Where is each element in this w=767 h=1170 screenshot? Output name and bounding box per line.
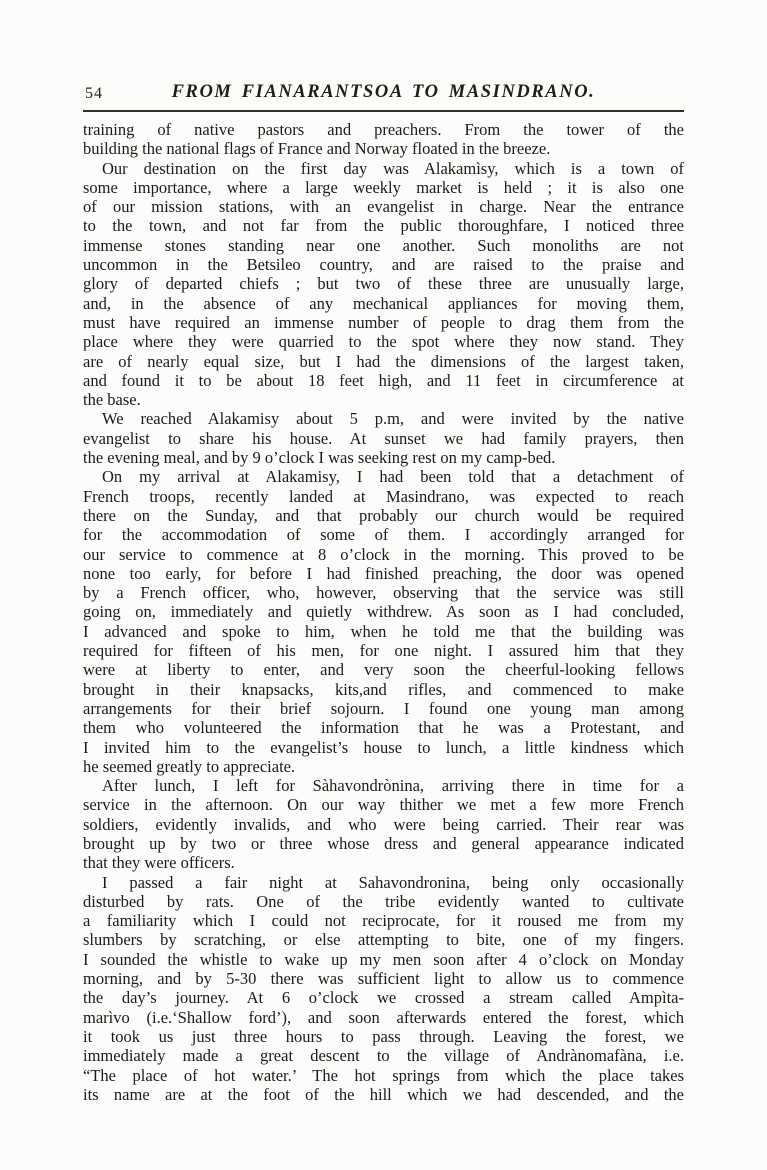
text-line: We reached Alakamisy about 5 p.m, and were invited by the native: [102, 409, 684, 429]
text-line: service in the afternoon. On our way thither we met a few more French: [83, 795, 684, 815]
text-line: brought in their knapsacks, kits,and rifles, and commenced to make: [83, 679, 684, 699]
header-rule: [83, 110, 684, 112]
text-line: I invited him to the evangelist’s house to lunch, a little kindness which: [83, 737, 684, 757]
text-line: to the town, and not far from the public thoroughfare, I noticed three: [83, 216, 684, 236]
text-line: the base.: [83, 390, 141, 410]
page-number: 54: [85, 85, 103, 102]
text-line: morning, and by 5-30 there was sufficient light to allow us to commence: [83, 969, 684, 989]
text-line: for the accommodation of some of them. I accordingly arranged for: [83, 525, 684, 545]
running-title: FROM FIANARANTSOA TO MASINDRANO.: [171, 82, 596, 102]
text-line: the evening meal, and by 9 o’clock I was seeking rest on my camp-bed.: [83, 448, 556, 468]
text-line: On my arrival at Alakamisy, I had been told that a detachment of: [102, 467, 684, 487]
text-line: “The place of hot water.’ The hot springs from which the place takes: [83, 1065, 684, 1085]
text-line: and found it to be about 18 feet high, and 11 feet in circumference at: [83, 370, 684, 390]
text-line: place where they were quarried to the spot where they now stand. They: [83, 332, 684, 352]
text-line: its name are at the foot of the hill which we had descended, and the: [83, 1084, 684, 1104]
text-line: none too early, for before I had finished preaching, the door was opened: [83, 563, 684, 583]
text-line: immediately made a great descent to the village of Andrànomafàna, i.e.: [83, 1046, 684, 1066]
text-line: immense stones standing near one another. Such monoliths are not: [83, 235, 684, 255]
text-line: uncommon in the Betsileo country, and are raised to the praise and: [83, 255, 684, 275]
text-line: it took us just three hours to pass through. Leaving the forest, we: [83, 1026, 684, 1046]
text-line: that they were officers.: [83, 853, 235, 873]
text-line: and, in the absence of any mechanical appliances for moving them,: [83, 293, 684, 313]
text-line: French troops, recently landed at Masindrano, was expected to reach: [83, 486, 684, 506]
text-line: the day’s journey. At 6 o’clock we crossed a stream called Ampìta-: [83, 988, 684, 1008]
running-header: [83, 82, 684, 106]
text-line: I sounded the whistle to wake up my men soon after 4 o’clock on Monday: [83, 949, 684, 969]
text-line: marìvo (i.e.‘Shallow ford’), and soon afterwards entered the forest, which: [83, 1007, 684, 1027]
text-line: I advanced and spoke to him, when he told me that the building was: [83, 621, 684, 641]
text-line: arrangements for their brief sojourn. I found one young man among: [83, 698, 684, 718]
text-line: I passed a fair night at Sahavondronina, being only occasionally: [102, 872, 684, 892]
text-line: brought up by two or three whose dress and general appearance indicated: [83, 833, 684, 853]
text-line: training of native pastors and preachers. From the tower of the: [83, 120, 684, 139]
text-line: soldiers, evidently invalids, and who were being carried. Their rear was: [83, 814, 684, 834]
text-line: of our mission stations, with an evangelist in charge. Near the entrance: [83, 197, 684, 217]
text-line: by a French officer, who, however, observing that the service was still: [83, 583, 684, 603]
text-line: them who volunteered the information that he was a Protestant, and: [83, 718, 684, 738]
text-line: our service to commence at 8 o’clock in the morning. This proved to be: [83, 544, 684, 564]
text-line: going on, immediately and quietly withdrew. As soon as I had concluded,: [83, 602, 684, 622]
text-line: he seemed greatly to appreciate.: [83, 756, 296, 776]
text-line: must have required an immense number of people to drag them from the: [83, 312, 684, 332]
text-line: required for fifteen of his men, for one night. I assured him that they: [83, 641, 684, 661]
text-line: some importance, where a large weekly market is held ; it is also one: [83, 177, 684, 197]
text-line: slumbers by scratching, or else attempting to bite, one of my fingers.: [83, 930, 684, 950]
text-line: are of nearly equal size, but I had the dimensions of the largest taken,: [83, 351, 684, 371]
text-line: Our destination on the first day was Alakamìsy, which is a town of: [102, 158, 684, 178]
text-line: a familiarity which I could not reciprocate, for it roused me from my: [83, 911, 684, 931]
text-line: building the national flags of France and Norway floated in the breeze.: [83, 139, 551, 159]
text-line: evangelist to share his house. At sunset we had family prayers, then: [83, 428, 684, 448]
text-line: glory of departed chiefs ; but two of these three are unusually large,: [83, 274, 684, 294]
text-line: there on the Sunday, and that probably our church would be required: [83, 505, 684, 525]
text-line: disturbed by rats. One of the tribe evidently wanted to cultivate: [83, 891, 684, 911]
text-line: After lunch, I left for Sàhavondrònina, arriving there in time for a: [102, 776, 684, 796]
text-line: were at liberty to enter, and very soon the cheerful-looking fellows: [83, 660, 684, 680]
text-block: [83, 120, 684, 1104]
